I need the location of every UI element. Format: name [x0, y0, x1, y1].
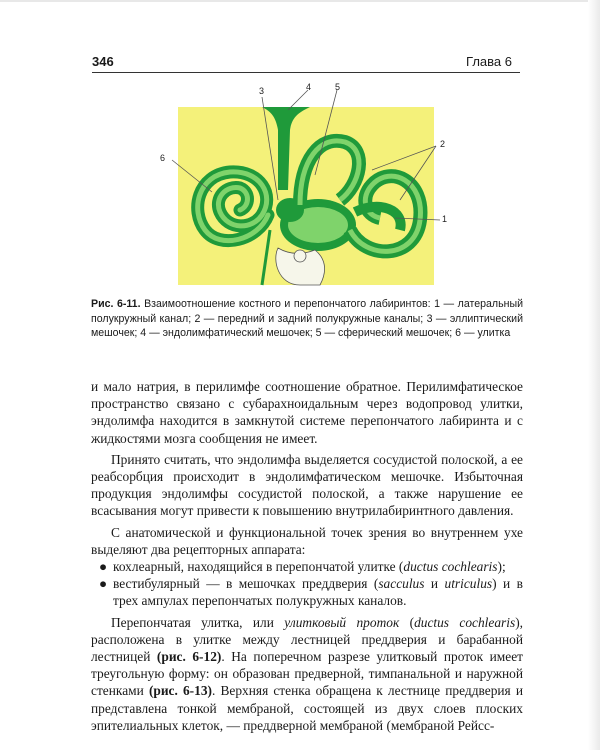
header-divider	[92, 72, 520, 73]
caption-prefix: Рис. 6-11.	[91, 298, 141, 310]
paragraph-4: Перепончатая улитка, или улитковый проток (ductus cochlearis), расположена в улитке между лестницей преддверия и барабанной лестницей (рис. 6-12). На поперечном разрезе улитковый проток имеет треугольную форму: он образован предверной, тимпанальной и наружной стенками (рис. 6-13). Верхняя стенка обращена к лестнице преддверия и представлена тонкой мембраной, состоящей из двух слоев плоских эпителиальных клеток, — преддверной мембраной (мембраной Рейсс-	[91, 614, 524, 733]
ductus-reuniens	[294, 250, 306, 262]
label-5: 5	[335, 82, 341, 92]
bullet-icon: ●	[99, 576, 108, 592]
paragraph-1: и мало натрия, в перилимфе соотношение обратное. Перилимфатическое пространство связано с субарахноидальным через водопровод улитки, эндолимфа находится в замкнутой системе перепончатого лабиринта и с жидкостями мозга сообщения не имеет.	[91, 379, 523, 446]
label-3: 3	[259, 86, 265, 96]
label-2: 2	[440, 139, 446, 149]
bullet-icon: ●	[99, 559, 108, 575]
chapter-title: Глава 6	[466, 54, 512, 69]
paragraph-3: С анатомической и функциональной точек зрения во внутреннем ухе выделяют два рецепторных аппарата:	[91, 524, 523, 557]
labyrinth-figure	[150, 80, 450, 290]
paragraph-2: Принято считать, что эндолимфа выделяется сосудистой полоской, а ее реабсорбция происходит в эндолимфатическом мешочке. Избыточная продукция эндолимфы сосудистой полоской, а также нарушение ее всасывания могут привести к повышению внутрилабиринтного давления.	[91, 451, 523, 519]
page-number: 346	[92, 54, 114, 69]
page-edge-shadow	[588, 0, 600, 750]
body-text	[91, 378, 523, 734]
label-6: 6	[160, 153, 166, 163]
label-4: 4	[306, 82, 312, 92]
figure-ref-6-13[interactable]: (рис. 6-13)	[148, 683, 212, 699]
figure-caption	[91, 297, 523, 341]
label-1: 1	[442, 214, 448, 224]
figure-ref-6-12[interactable]: (рис. 6-12)	[156, 649, 222, 665]
receptor-list	[91, 558, 523, 610]
list-item: ● вестибулярный — в мешочках преддверия (sacculus и utriculus) и в трех ампулах перепончатых полукружных каналов.	[99, 576, 523, 609]
top-rule	[0, 0, 600, 2]
caption-text: Взаимоотношение костного и перепончатого лабиринтов: 1 — латеральный полукружный канал; 2 — передний и задний полукружные каналы; 3 — эллиптический мешочек; 4 — эндолимфатический мешочек; 5 — сферический мешочек; 6 — улитка	[91, 298, 523, 340]
list-item: ● кохлеарный, находящийся в перепончатой улитке (ductus cochlearis);	[99, 559, 506, 575]
